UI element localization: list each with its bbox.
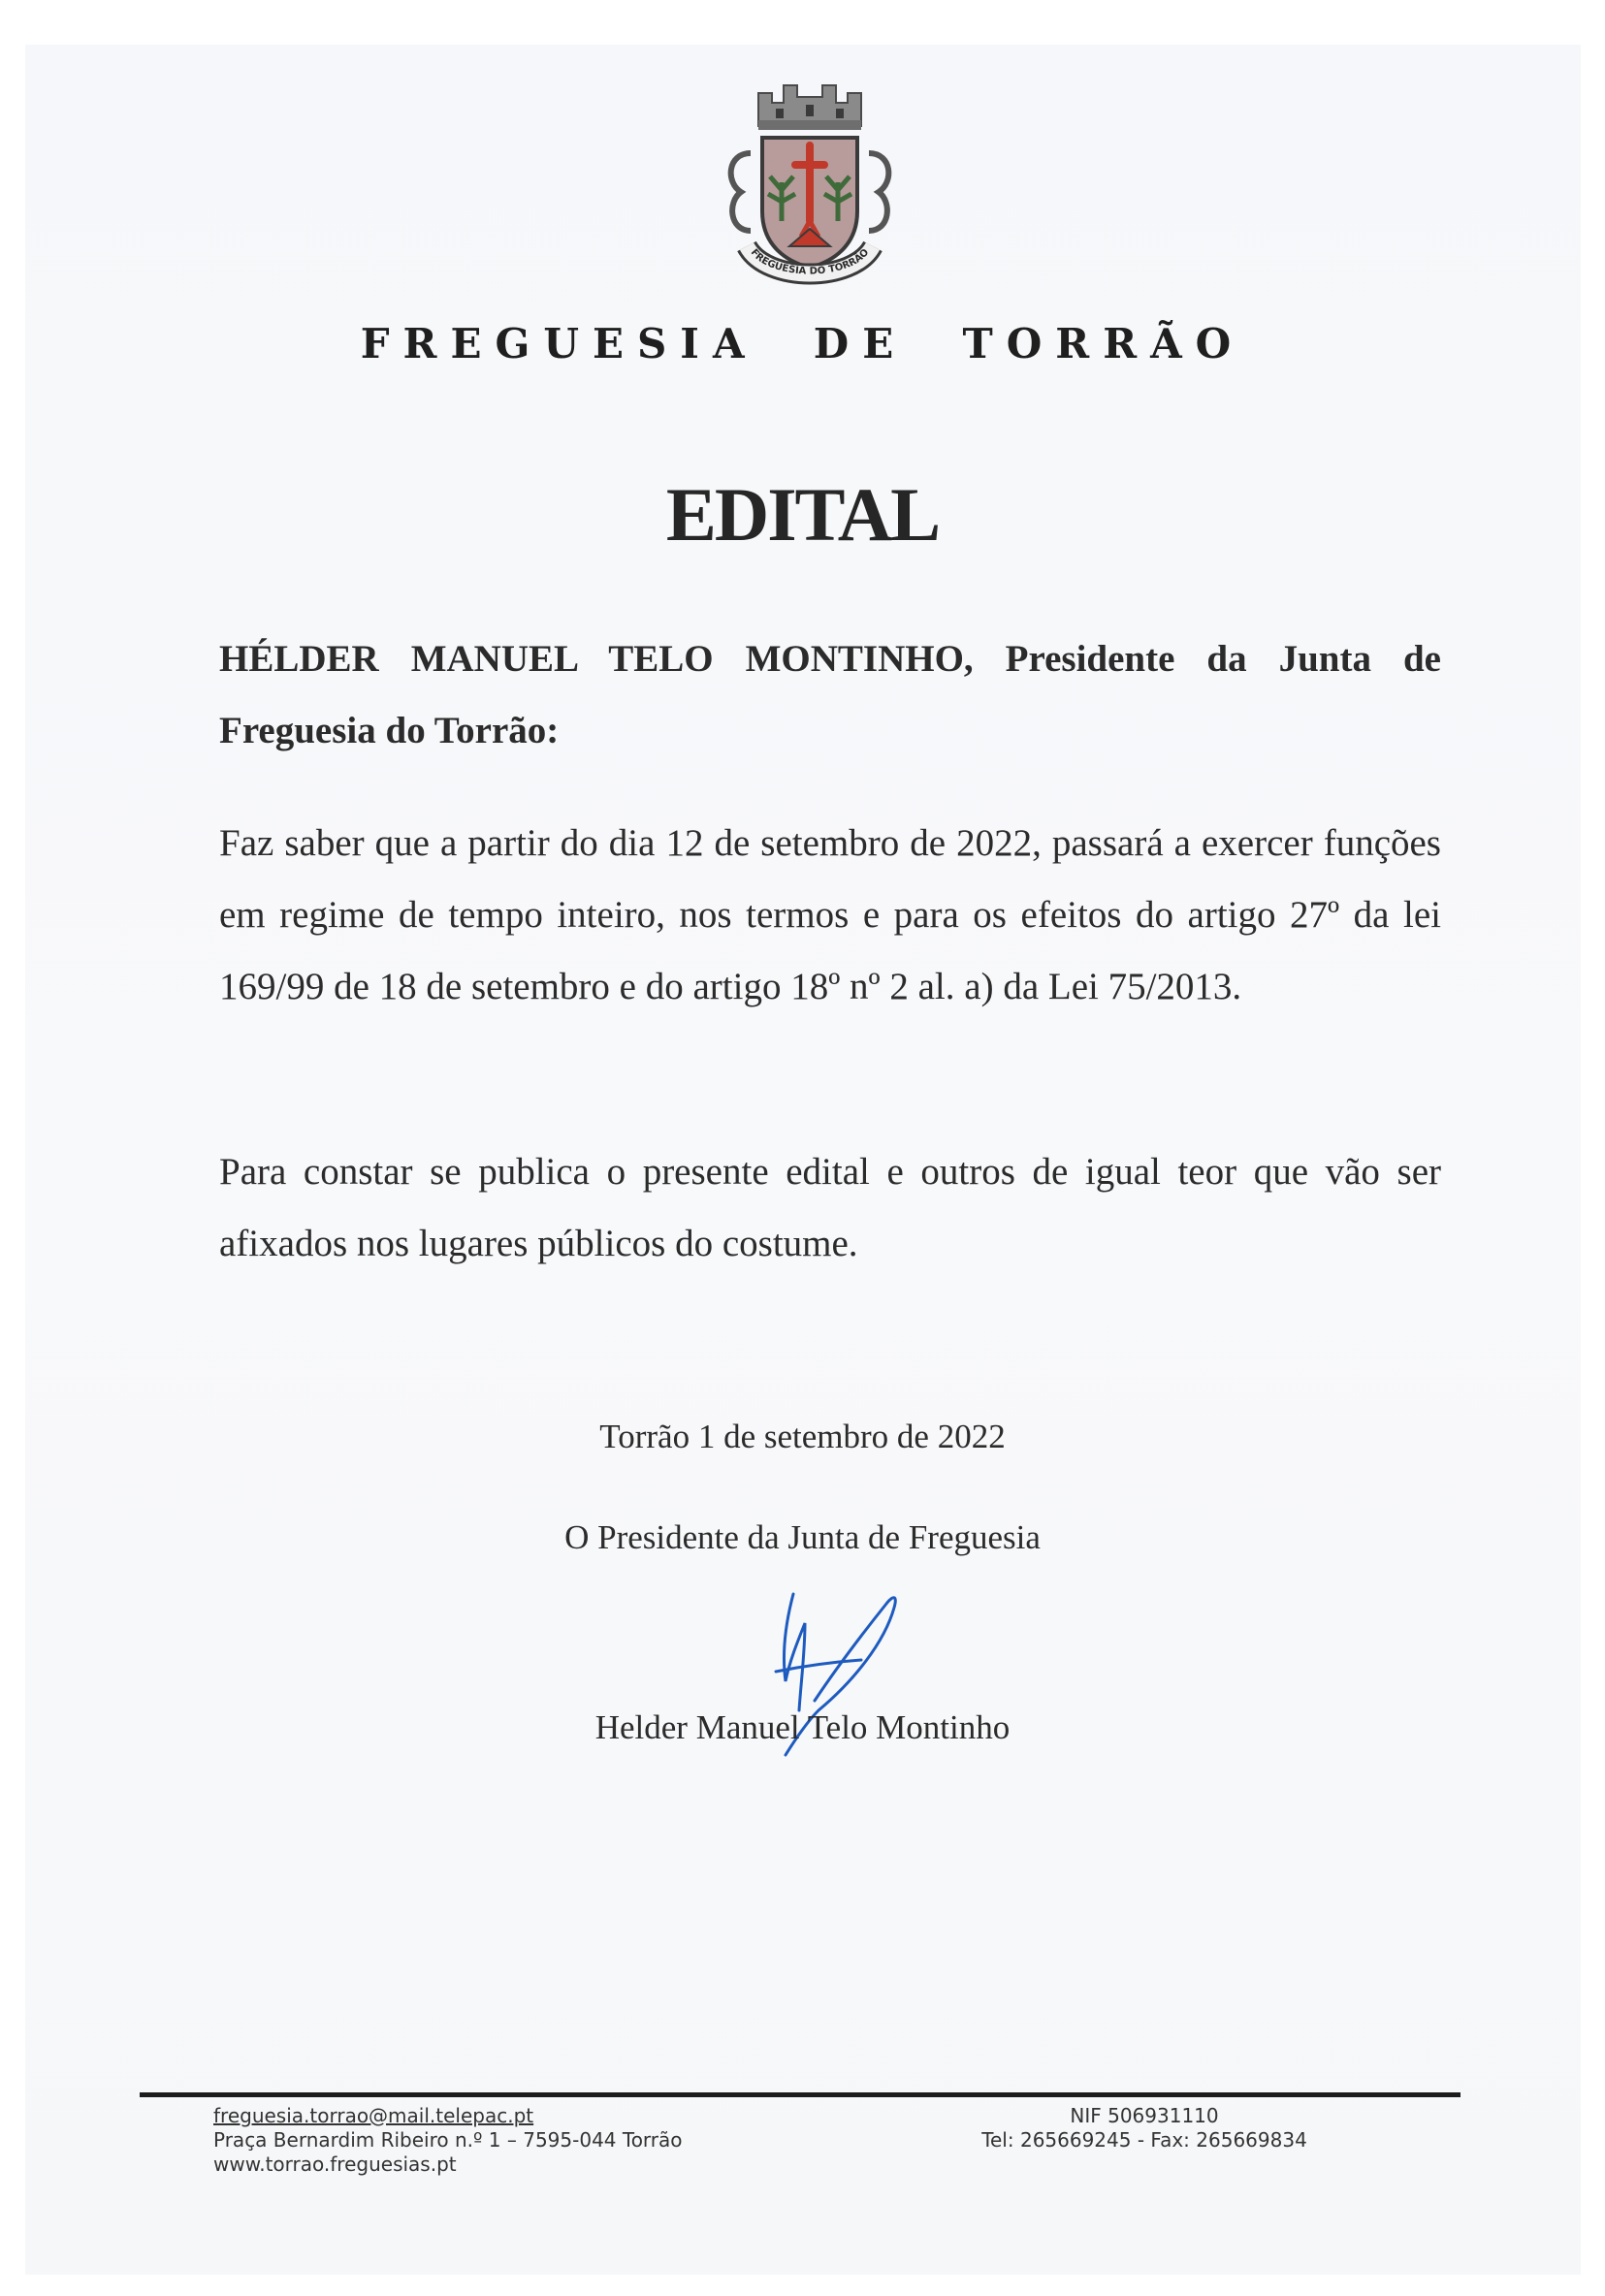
svg-text:FREGUESIA DO TORRÃO: FREGUESIA DO TORRÃO	[748, 246, 872, 277]
closing-paragraph: Para constar se publica o presente edital e outros de igual teor que vão ser afixados nos lugares públicos do costume.	[219, 1151, 1441, 1264]
body-paragraph: Faz saber que a partir do dia 12 de setembro de 2022, passará a exercer funções em regime de tempo inteiro, nos termos e para os efeitos do artigo 27º da lei 169/99 de 18 de setembro e do artigo 18º nº 2 al. a) da Lei 75/2013.	[219, 822, 1441, 1007]
footer-website[interactable]: www.torrao.freguesias.pt	[213, 2152, 457, 2176]
footer-nif: NIF 506931110	[1070, 2104, 1219, 2127]
signatory-role: O Presidente da Junta de Freguesia	[564, 1518, 1041, 1556]
footer-contact-block	[213, 2104, 683, 2177]
parish-coat-of-arms	[708, 76, 912, 299]
signatory-name: Helder Manuel Telo Montinho	[594, 1708, 1011, 1746]
footer-divider	[140, 2092, 1461, 2097]
place-and-date: Torrão 1 de setembro de 2022	[599, 1418, 1006, 1455]
footer-fiscal-block	[873, 2104, 1416, 2152]
parish-name-heading: FREGUESIA DE TORRÃO	[360, 320, 1245, 367]
footer-address: Praça Bernardim Ribeiro n.º 1 – 7595-044 Torrão	[213, 2128, 683, 2152]
footer-phone-fax: Tel: 265669245 - Fax: 265669834	[981, 2128, 1307, 2152]
document-title: EDITAL	[665, 472, 940, 557]
intro-paragraph: HÉLDER MANUEL TELO MONTINHO, Presidente da Junta de Freguesia do Torrão:	[219, 638, 1441, 751]
footer-email-link[interactable]: freguesia.torrao@mail.telepac.pt	[213, 2104, 534, 2127]
